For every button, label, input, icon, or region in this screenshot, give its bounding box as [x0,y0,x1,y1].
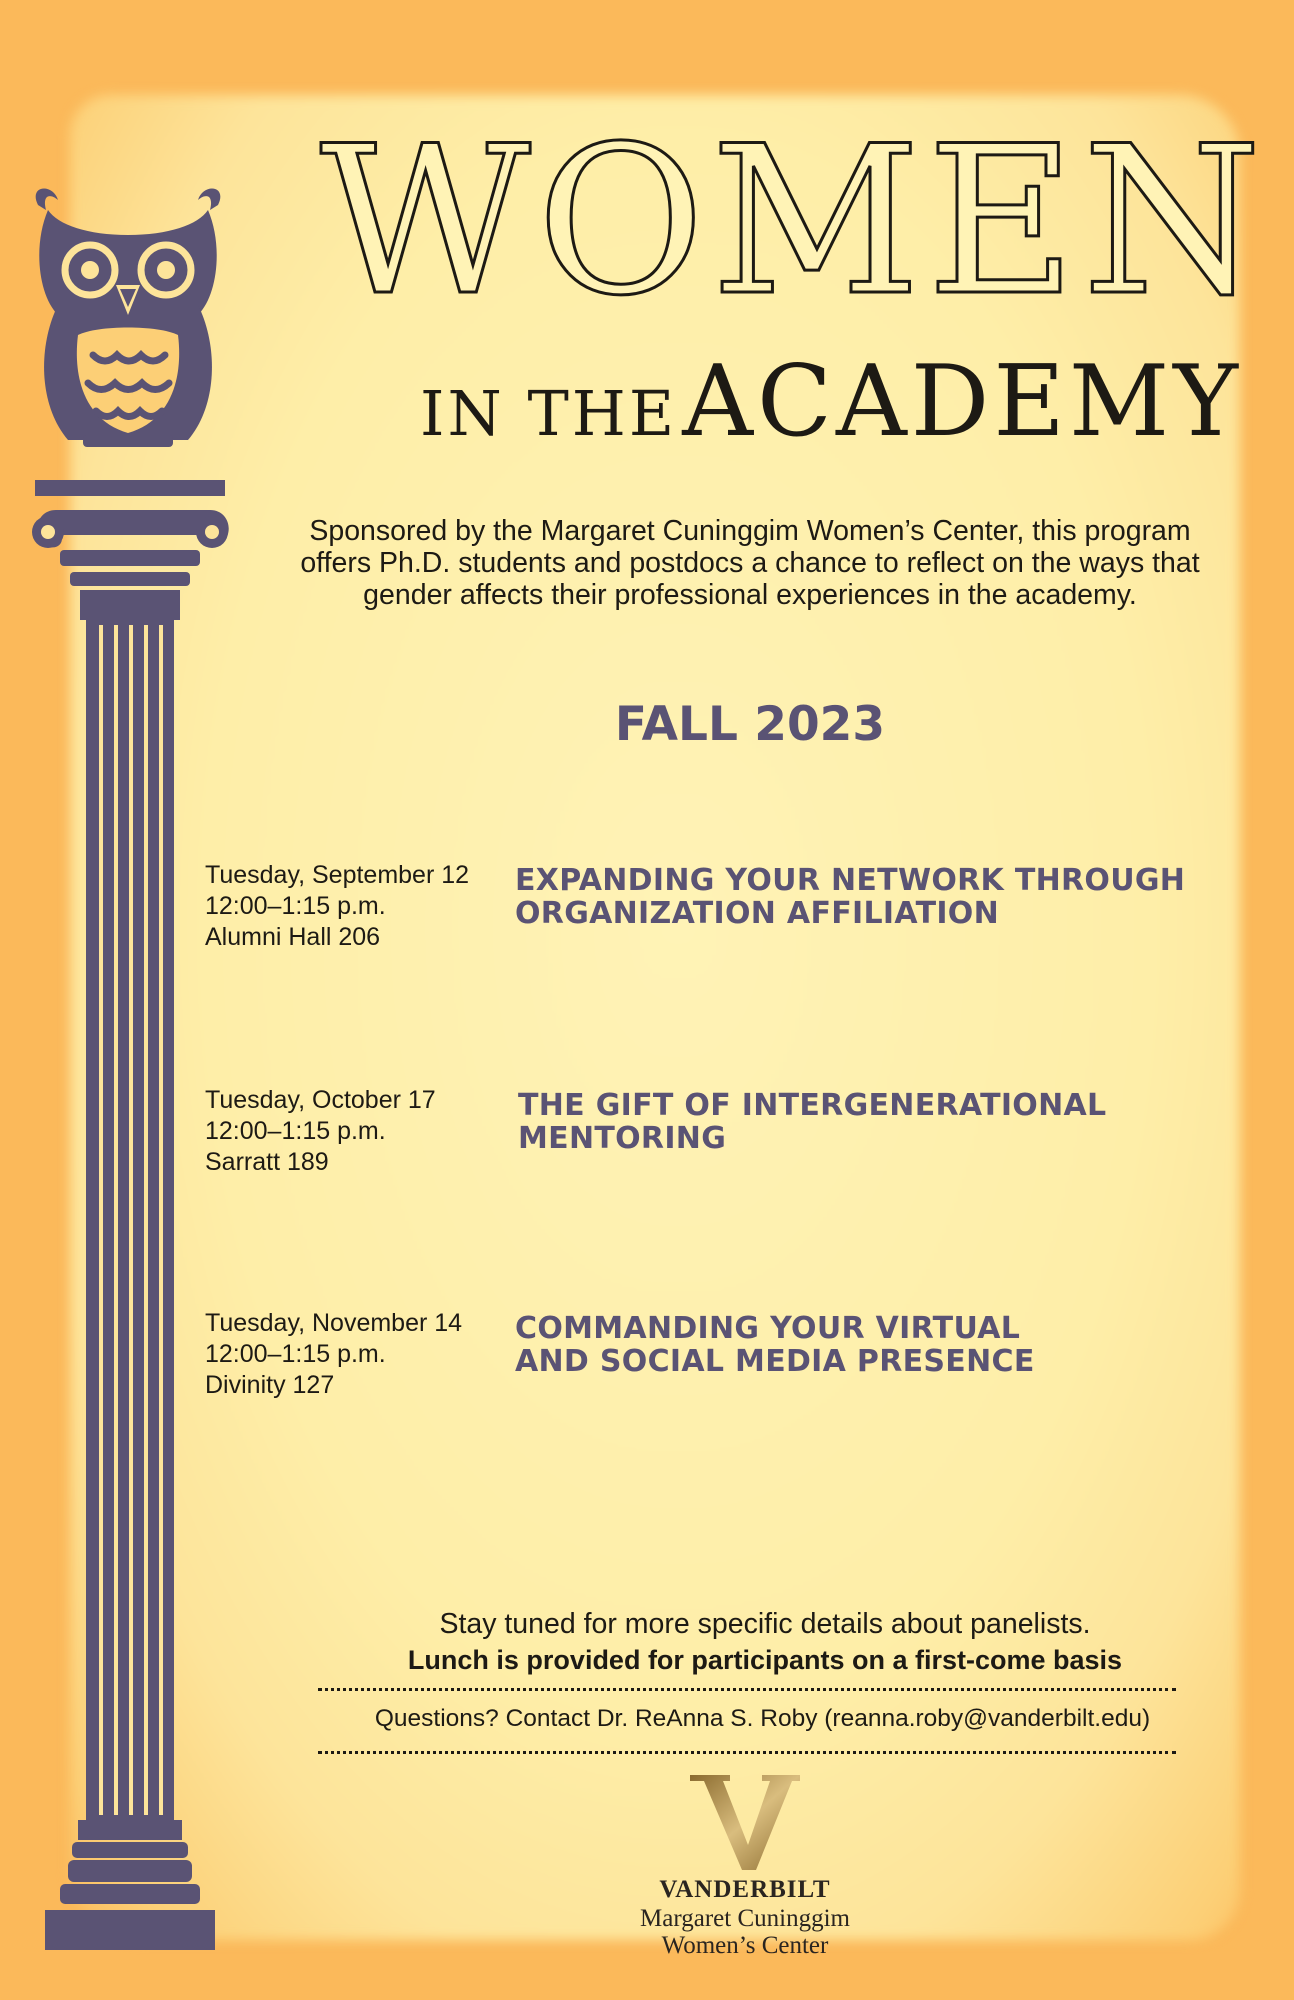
event-topic-line2: ORGANIZATION AFFILIATION [515,896,1000,931]
title-subline [420,345,1242,459]
event-topic [515,1312,1215,1378]
dotted-divider [318,1688,1176,1691]
center-name-line2: Women’s Center [661,1932,829,1959]
title-women: WOMEN [320,103,1268,341]
event-date: Tuesday, October 17 [205,1086,436,1114]
ionic-column-icon [0,480,240,1970]
event-topic-line1: THE GIFT OF INTERGENERATIONAL [518,1088,1107,1123]
event-2 [205,1085,1215,1195]
event-topic-line1: COMMANDING YOUR VIRTUAL [515,1311,1021,1346]
event-1 [205,860,1215,970]
event-topic [518,1089,1218,1155]
event-location: Sarratt 189 [205,1148,329,1176]
contact-text: Questions? Contact Dr. ReAnna S. Roby (reanna.roby@vanderbilt.edu) [374,1705,1151,1732]
university-name: VANDERBILT [659,1876,831,1903]
event-topic [515,864,1215,930]
event-date: Tuesday, September 12 [205,861,470,889]
dotted-divider [318,1751,1176,1754]
stay-tuned-text: Stay tuned for more specific details about panelists. [439,1608,1091,1640]
center-name-line1: Margaret Cuninggim [640,1905,850,1932]
event-info [205,860,505,953]
season-heading: FALL 2023 [614,697,886,752]
event-time: 12:00–1:15 p.m. [205,1117,386,1145]
title-in-the: IN THE [420,377,678,450]
intro-text: Sponsored by the Margaret Cuninggim Women’s Center, this program offers Ph.D. students and postdocs a chance to reflect on the ways that gender affects their professional experiences in the academy. [300,515,1200,611]
title-academy: ACADEMY [682,345,1242,459]
event-location: Alumni Hall 206 [205,923,381,951]
event-time: 12:00–1:15 p.m. [205,892,386,920]
vanderbilt-wordmark [560,1875,930,1959]
event-topic-line2: AND SOCIAL MEDIA PRESENCE [515,1344,1035,1379]
owl-icon [28,185,228,495]
event-date: Tuesday, November 14 [205,1309,463,1337]
event-3 [205,1308,1215,1418]
lunch-text: Lunch is provided for participants on a first-come basis [407,1645,1123,1675]
event-time: 12:00–1:15 p.m. [205,1340,386,1368]
event-topic-line1: EXPANDING YOUR NETWORK THROUGH [515,863,1186,898]
event-topic-line2: MENTORING [518,1121,727,1156]
event-location: Divinity 127 [205,1371,335,1399]
event-info [205,1308,505,1401]
event-info [205,1085,505,1178]
vanderbilt-v-logo [690,1775,800,1870]
